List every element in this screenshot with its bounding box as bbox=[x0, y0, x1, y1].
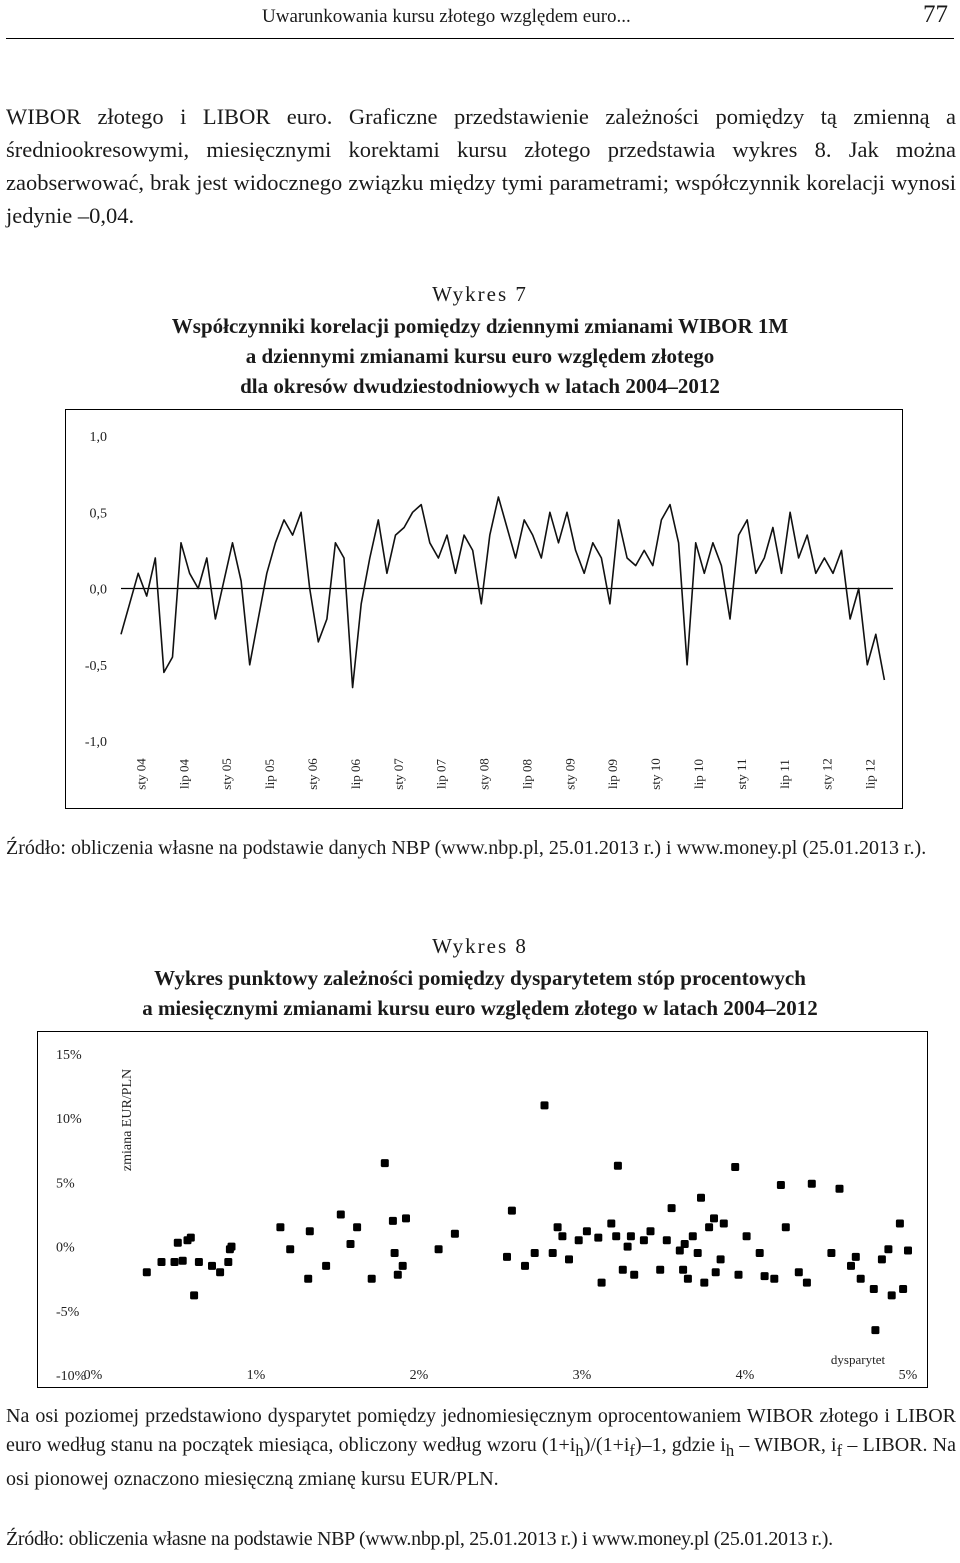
scatter-point bbox=[304, 1275, 312, 1283]
scatter-point bbox=[224, 1258, 232, 1266]
scatter-point bbox=[368, 1275, 376, 1283]
x-tick-label: sty 07 bbox=[390, 758, 406, 790]
scatter-point bbox=[871, 1326, 879, 1334]
note-part-e: – LIBOR. Na osi pionowej oznaczono miesięczną zmianę kursu EUR/PLN. bbox=[6, 1434, 956, 1490]
scatter-point bbox=[878, 1255, 886, 1263]
scatter-point bbox=[286, 1245, 294, 1253]
intro-paragraph: WIBOR złotego i LIBOR euro. Graficzne przedstawienie zależności pomiędzy tą zmienną a średniookresowymi, miesięcznymi korektami kursu złotego przedstawia wykres 8. Jak można zaobserwować, brak jest widocznego związku między tymi parametrami; współczynnik korelacji wynosi jedynie –0,04. bbox=[6, 104, 956, 228]
y-tick-label: -10% bbox=[56, 1369, 87, 1384]
scatter-point bbox=[836, 1185, 844, 1193]
scatter-point bbox=[583, 1227, 591, 1235]
x-tick-label: 5% bbox=[898, 1368, 918, 1383]
scatter-point bbox=[712, 1268, 720, 1276]
scatter-point bbox=[389, 1217, 397, 1225]
scatter-point bbox=[598, 1279, 606, 1287]
scatter-point bbox=[777, 1181, 785, 1189]
scatter-point bbox=[827, 1249, 835, 1257]
x-tick-label: 2% bbox=[409, 1368, 429, 1383]
x-tick-label: sty 08 bbox=[476, 758, 492, 790]
scatter-point bbox=[640, 1236, 648, 1244]
scatter-point bbox=[565, 1255, 573, 1263]
figure8-title-line-1: Wykres punktowy zależności pomiędzy dysparytetem stóp procentowych bbox=[154, 966, 806, 990]
scatter-point bbox=[347, 1240, 355, 1248]
y-tick-label: 15% bbox=[56, 1048, 82, 1063]
y-axis-title: zmiana EUR/PLN bbox=[120, 1068, 135, 1172]
x-tick-label: sty 06 bbox=[304, 758, 320, 790]
scatter-point bbox=[803, 1279, 811, 1287]
page-number: 77 bbox=[923, 1, 948, 28]
scatter-point bbox=[770, 1275, 778, 1283]
scatter-point bbox=[904, 1247, 912, 1255]
scatter-point bbox=[782, 1223, 790, 1231]
correlation-series-line bbox=[121, 497, 884, 688]
x-tick-label: sty 12 bbox=[819, 758, 835, 790]
scatter-point bbox=[899, 1285, 907, 1293]
scatter-point bbox=[627, 1232, 635, 1240]
note-sub-h: h bbox=[575, 1441, 584, 1460]
scatter-point bbox=[668, 1204, 676, 1212]
scatter-point bbox=[216, 1268, 224, 1276]
y-tick-label: 1,0 bbox=[89, 430, 107, 445]
scatter-point bbox=[190, 1291, 198, 1299]
y-tick-label: -5% bbox=[56, 1304, 80, 1320]
scatter-point bbox=[689, 1232, 697, 1240]
scatter-point bbox=[612, 1232, 620, 1240]
scatter-point bbox=[705, 1223, 713, 1231]
x-tick-label: lip 10 bbox=[690, 759, 706, 789]
y-tick-label: 0,5 bbox=[89, 506, 107, 522]
figure7-number: Wykres 7 bbox=[432, 282, 528, 306]
scatter-point bbox=[575, 1236, 583, 1244]
scatter-point bbox=[306, 1227, 314, 1235]
scatter-point bbox=[435, 1245, 443, 1253]
scatter-point bbox=[888, 1291, 896, 1299]
x-axis-title: dysparytet bbox=[830, 1352, 886, 1367]
scatter-point bbox=[451, 1230, 459, 1238]
scatter-point bbox=[276, 1223, 284, 1231]
note-part-b: )/(1+i bbox=[583, 1434, 630, 1456]
figure8-title-line-2: a miesięcznymi zmianami kursu euro względem złotego w latach 2004–2012 bbox=[142, 996, 818, 1020]
x-tick-label: lip 04 bbox=[176, 759, 192, 789]
scatter-point bbox=[508, 1207, 516, 1215]
figure7-source: Źródło: obliczenia własne na podstawie danych NBP (www.nbp.pl, 25.01.2013 r.) i www.money.pl (25.01.2013 r.). bbox=[6, 837, 927, 859]
scatter-point bbox=[399, 1262, 407, 1270]
scatter-point bbox=[187, 1234, 195, 1242]
x-tick-label: lip 05 bbox=[262, 759, 278, 789]
figure8-scatter-chart bbox=[38, 1032, 927, 1387]
figure7-title-line-1: Współczynniki korelacji pomiędzy dziennymi zmianami WIBOR 1M bbox=[171, 314, 789, 338]
x-tick-label: 1% bbox=[246, 1368, 266, 1383]
scatter-point bbox=[761, 1272, 769, 1280]
note-sub-h-2: h bbox=[725, 1441, 735, 1460]
x-tick-label: lip 08 bbox=[519, 759, 535, 789]
note-part-c: )–1, gdzie i bbox=[634, 1434, 726, 1456]
figure8-number: Wykres 8 bbox=[432, 934, 528, 958]
figure7-title-line-3: dla okresów dwudziestodniowych w latach 2004–2012 bbox=[240, 374, 720, 398]
y-tick-label: 0% bbox=[56, 1240, 75, 1256]
y-tick-label: 10% bbox=[56, 1112, 82, 1128]
scatter-point bbox=[619, 1266, 627, 1274]
scatter-point bbox=[630, 1271, 638, 1279]
figure8-chart-frame bbox=[37, 1031, 928, 1388]
scatter-point bbox=[808, 1180, 816, 1188]
x-tick-label: lip 11 bbox=[776, 759, 792, 789]
scatter-point bbox=[594, 1234, 602, 1242]
scatter-point bbox=[394, 1271, 402, 1279]
figure7-line-chart bbox=[66, 410, 902, 808]
x-tick-label: 0% bbox=[83, 1368, 103, 1383]
scatter-point bbox=[681, 1240, 689, 1248]
scatter-point bbox=[353, 1223, 361, 1231]
scatter-point bbox=[195, 1258, 203, 1266]
scatter-point bbox=[663, 1236, 671, 1244]
scatter-point bbox=[697, 1194, 705, 1202]
figure8-source: Źródło: obliczenia własne na podstawie NBP (www.nbp.pl, 25.01.2013 r.) i www.money.pl (25.01.2013 r.). bbox=[6, 1528, 833, 1550]
scatter-point bbox=[852, 1253, 860, 1261]
note-part-d: – WIBOR, i bbox=[734, 1434, 837, 1456]
scatter-point bbox=[521, 1262, 529, 1270]
scatter-point bbox=[158, 1258, 166, 1266]
scatter-point bbox=[731, 1163, 739, 1171]
scatter-point bbox=[322, 1262, 330, 1270]
scatter-point bbox=[896, 1220, 904, 1228]
scatter-point bbox=[171, 1258, 179, 1266]
scatter-point bbox=[870, 1285, 878, 1293]
scatter-point bbox=[541, 1101, 549, 1109]
header-rule bbox=[6, 38, 954, 39]
scatter-point bbox=[391, 1249, 399, 1257]
figure7-title-line-2: a dziennymi zmianami kursu euro względem złotego bbox=[245, 344, 715, 368]
scatter-point bbox=[624, 1243, 632, 1251]
scatter-point bbox=[656, 1266, 664, 1274]
scatter-point bbox=[694, 1249, 702, 1257]
y-tick-label: 0,0 bbox=[89, 582, 107, 598]
scatter-point bbox=[208, 1262, 216, 1270]
x-tick-label: sty 09 bbox=[562, 758, 578, 790]
scatter-point bbox=[402, 1214, 410, 1222]
scatter-point bbox=[607, 1220, 615, 1228]
scatter-point bbox=[700, 1279, 708, 1287]
scatter-point bbox=[531, 1249, 539, 1257]
x-tick-label: lip 07 bbox=[433, 759, 449, 789]
figure7-chart-frame bbox=[65, 409, 903, 809]
note-sub-f: f bbox=[629, 1441, 635, 1460]
figure8-caption bbox=[0, 934, 960, 1023]
note-sub-f-2: f bbox=[836, 1441, 843, 1460]
x-tick-label: 3% bbox=[572, 1368, 592, 1383]
x-tick-label: sty 10 bbox=[648, 758, 664, 790]
scatter-point bbox=[717, 1255, 725, 1263]
page-header bbox=[0, 0, 960, 40]
scatter-point bbox=[549, 1249, 557, 1257]
scatter-point bbox=[743, 1232, 751, 1240]
figure7-caption bbox=[0, 282, 960, 401]
scatter-point bbox=[558, 1232, 566, 1240]
scatter-point bbox=[503, 1253, 511, 1261]
scatter-point bbox=[647, 1227, 655, 1235]
scatter-point bbox=[179, 1257, 187, 1265]
scatter-point bbox=[143, 1268, 151, 1276]
figure8-note bbox=[6, 1402, 956, 1494]
x-tick-label: sty 11 bbox=[733, 758, 749, 790]
scatter-point bbox=[228, 1243, 236, 1251]
x-tick-label: sty 05 bbox=[219, 758, 235, 790]
scatter-point bbox=[679, 1266, 687, 1274]
y-tick-label: -0,5 bbox=[84, 658, 107, 674]
scatter-point bbox=[720, 1220, 728, 1228]
note-part-a: Na osi poziomej przedstawiono dysparytet pomiędzy jednomiesięcznym oprocentowaniem WIBOR złotego i LIBOR euro według stanu na początek miesiąca, obliczony według wzoru (1+i bbox=[6, 1405, 956, 1456]
y-tick-label: -1,0 bbox=[84, 735, 107, 750]
scatter-point bbox=[337, 1211, 345, 1219]
x-tick-label: lip 09 bbox=[605, 759, 621, 789]
scatter-point bbox=[554, 1223, 562, 1231]
scatter-point bbox=[174, 1239, 182, 1247]
scatter-point bbox=[795, 1268, 803, 1276]
scatter-point bbox=[684, 1275, 692, 1283]
x-tick-label: lip 06 bbox=[347, 759, 363, 789]
scatter-point bbox=[614, 1162, 622, 1170]
y-tick-label: 5% bbox=[56, 1176, 75, 1192]
scatter-point bbox=[857, 1275, 865, 1283]
scatter-point bbox=[710, 1214, 718, 1222]
running-title: Uwarunkowania kursu złotego względem euro... bbox=[262, 6, 631, 27]
scatter-point bbox=[884, 1245, 892, 1253]
scatter-point bbox=[381, 1159, 389, 1167]
scatter-point bbox=[735, 1271, 743, 1279]
x-tick-label: sty 04 bbox=[133, 758, 149, 790]
scatter-point bbox=[756, 1249, 764, 1257]
scatter-point bbox=[847, 1262, 855, 1270]
x-tick-label: 4% bbox=[735, 1368, 755, 1383]
x-tick-label: lip 12 bbox=[862, 759, 878, 789]
